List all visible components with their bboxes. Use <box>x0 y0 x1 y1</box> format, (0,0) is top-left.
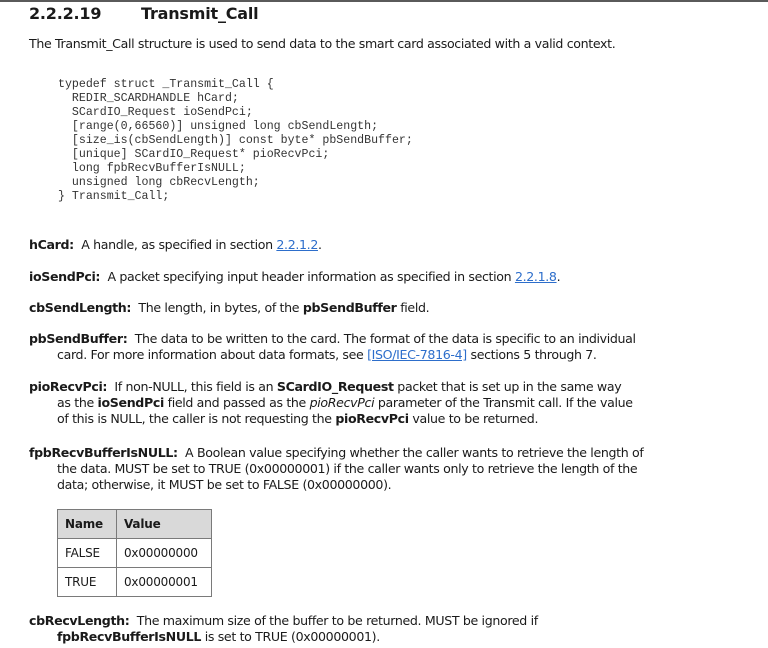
code-line: long fpbRecvBufferIsNULL; <box>58 162 246 175</box>
field-description: of this is NULL, the caller is not requesting the <box>57 411 336 426</box>
parameter-reference: pioRecvPci <box>309 395 375 410</box>
field-reference: pbSendBuffer <box>302 300 397 315</box>
section-title: Transmit_Call <box>141 4 259 23</box>
field-piorecvpci <box>29 379 764 427</box>
struct-definition-code <box>58 78 413 204</box>
punctuation: . <box>318 237 322 252</box>
field-description: as the <box>57 395 98 410</box>
field-label: hCard: <box>29 237 74 252</box>
field-reference: SCardIO_Request <box>276 379 394 394</box>
section-heading <box>29 4 258 23</box>
field-label: pbSendBuffer: <box>29 331 128 346</box>
field-description: A Boolean value specifying whether the caller wants to retrieve the length of <box>185 445 644 460</box>
field-label: pioRecvPci: <box>29 379 108 394</box>
code-line: unsigned long cbRecvLength; <box>58 176 260 189</box>
field-description: card. For more information about data formats, see <box>57 347 368 362</box>
field-description: The data to be written to the card. The format of the data is specific to an individual <box>134 331 636 346</box>
section-number: 2.2.2.19 <box>29 4 102 23</box>
field-cbrecvlength <box>29 613 764 645</box>
table-header-row <box>58 510 212 539</box>
field-label: cbRecvLength: <box>29 613 130 628</box>
field-reference: ioSendPci <box>97 395 164 410</box>
code-line: SCardIO_Request ioSendPci; <box>58 106 253 119</box>
field-description: The maximum size of the buffer to be returned. MUST be ignored if <box>136 613 538 628</box>
field-label: ioSendPci: <box>29 269 101 284</box>
boolean-values-table <box>57 509 212 597</box>
field-description: data; otherwise, it MUST be set to FALSE (0x00000000). <box>57 477 392 492</box>
field-description: is set to TRUE (0x00000001). <box>201 629 380 644</box>
field-label: cbSendLength: <box>29 300 132 315</box>
column-header-name: Name <box>58 510 117 539</box>
table-cell-value: 0x00000001 <box>117 568 212 597</box>
code-line: REDIR_SCARDHANDLE hCard; <box>58 92 239 105</box>
code-line: [unique] SCardIO_Request* pioRecvPci; <box>58 148 330 161</box>
table-cell-name: FALSE <box>58 539 117 568</box>
field-description: packet that is set up in the same way <box>393 379 622 394</box>
field-description: A packet specifying input header information as specified in section <box>107 269 515 284</box>
punctuation: . <box>556 269 561 284</box>
field-description: sections 5 through 7. <box>466 347 597 362</box>
table-row <box>58 539 212 568</box>
field-iosendpci <box>29 269 764 285</box>
code-line: } Transmit_Call; <box>58 190 170 203</box>
code-line: typedef struct _Transmit_Call { <box>58 78 274 91</box>
column-header-value: Value <box>117 510 212 539</box>
top-rule <box>0 0 768 2</box>
field-cbsendlength <box>29 300 764 316</box>
field-pbsendbuffer <box>29 331 764 363</box>
section-intro: The Transmit_Call structure is used to send data to the smart card associated with a valid context. <box>29 36 616 51</box>
field-reference: pioRecvPci <box>335 411 409 426</box>
field-description: field. <box>396 300 430 315</box>
field-description: parameter of the Transmit call. If the value <box>374 395 633 410</box>
field-fpbrecvbufferisnull <box>29 445 764 493</box>
code-line: [range(0,66560)] unsigned long cbSendLength; <box>58 120 379 133</box>
section-link-2-2-1-8[interactable]: 2.2.1.8 <box>514 269 557 284</box>
field-description: The length, in bytes, of the <box>138 300 303 315</box>
section-link-2-2-1-2[interactable]: 2.2.1.2 <box>276 237 318 252</box>
field-hcard <box>29 237 764 253</box>
field-description: field and passed as the <box>163 395 310 410</box>
table-row <box>58 568 212 597</box>
field-description: If non-NULL, this field is an <box>114 379 277 394</box>
field-description: value to be returned. <box>408 411 539 426</box>
table-cell-value: 0x00000000 <box>117 539 212 568</box>
table-cell-name: TRUE <box>58 568 117 597</box>
field-description: A handle, as specified in section <box>81 237 277 252</box>
iso-iec-7816-4-link[interactable]: [ISO/IEC-7816-4] <box>367 347 467 362</box>
field-reference: fpbRecvBufferIsNULL <box>57 629 202 644</box>
field-description: the data. MUST be set to TRUE (0x00000001) if the caller wants only to retrieve the length of the <box>57 461 638 476</box>
code-line: [size_is(cbSendLength)] const byte* pbSendBuffer; <box>58 134 413 147</box>
field-label: fpbRecvBufferIsNULL: <box>29 445 178 460</box>
